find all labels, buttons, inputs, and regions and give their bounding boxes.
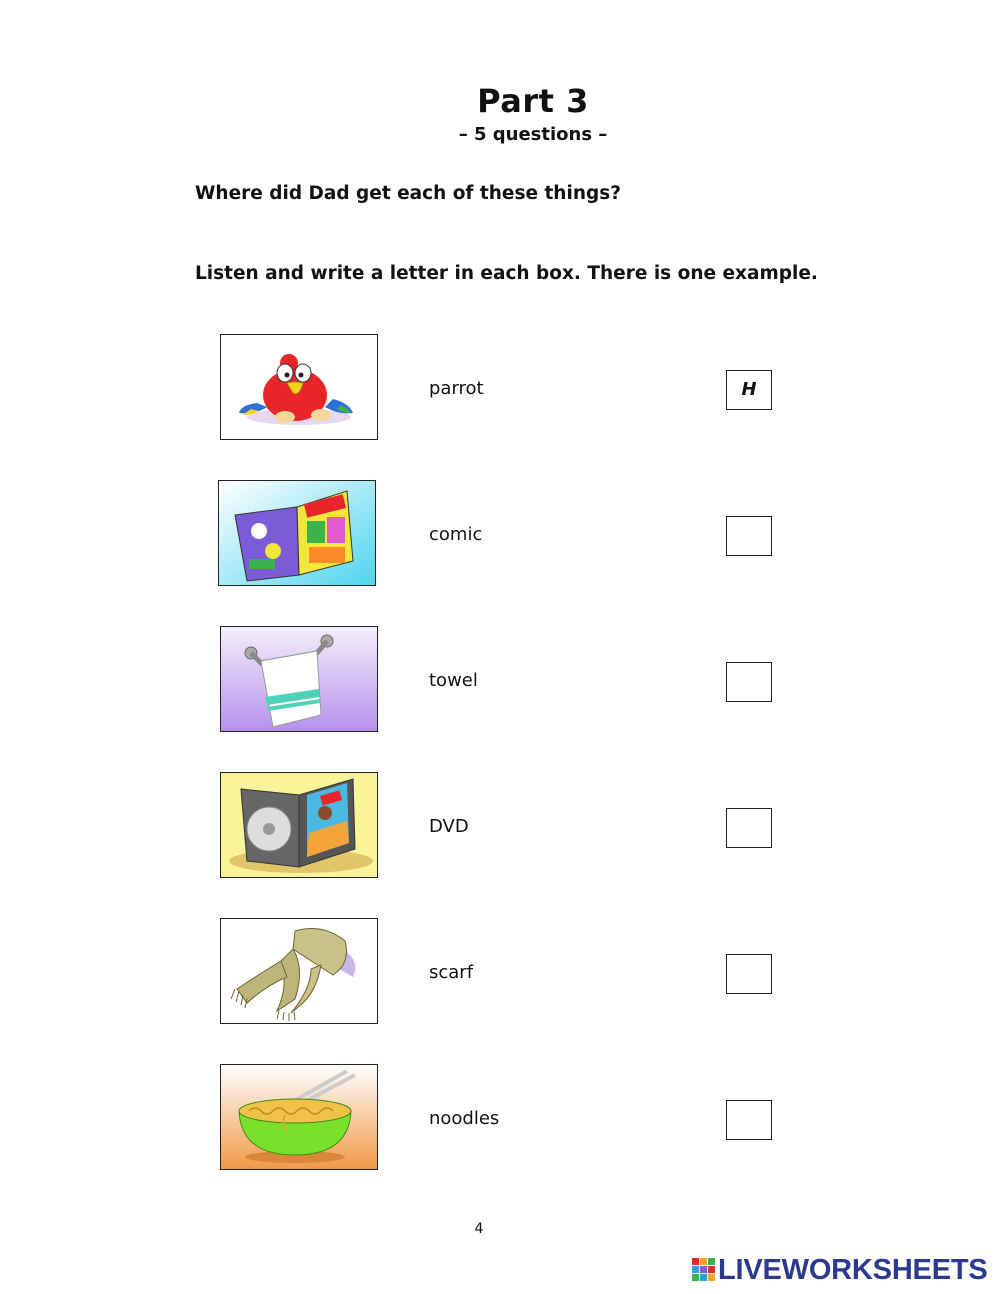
parrot-icon <box>221 335 377 439</box>
answer-box-dvd[interactable] <box>726 808 772 848</box>
comic-icon <box>219 481 375 585</box>
item-row-towel <box>0 626 1000 732</box>
item-row-noodles <box>0 1064 1000 1170</box>
item-label: towel <box>429 670 478 691</box>
noodles-picture <box>220 1064 378 1170</box>
liveworksheets-logo <box>692 1253 988 1287</box>
scarf-picture <box>220 918 378 1024</box>
item-label: comic <box>429 524 483 545</box>
liveworksheets-mark-icon <box>692 1256 716 1284</box>
answer-box-noodles[interactable] <box>726 1100 772 1140</box>
item-label: noodles <box>429 1108 500 1129</box>
item-row-dvd <box>0 772 1000 878</box>
instruction-text: Listen and write a letter in each box. There is one example. <box>195 263 818 284</box>
answer-box-comic[interactable] <box>726 516 772 556</box>
dvd-picture <box>220 772 378 878</box>
brand-text: LIVEWORKSHEETS <box>718 1253 988 1286</box>
question-text: Where did Dad get each of these things? <box>195 183 621 204</box>
page-subtitle: – 5 questions – <box>458 124 608 145</box>
item-label: parrot <box>429 378 484 399</box>
answer-box-parrot[interactable]: H <box>726 370 772 410</box>
item-label: DVD <box>429 816 469 837</box>
item-label: scarf <box>429 962 474 983</box>
towel-icon <box>221 627 377 731</box>
noodles-icon <box>221 1065 377 1169</box>
item-row-comic <box>0 480 1000 586</box>
page-title: Part 3 <box>477 82 589 120</box>
dvd-icon <box>221 773 377 877</box>
comic-picture <box>218 480 376 586</box>
item-row-scarf <box>0 918 1000 1024</box>
scarf-icon <box>221 919 377 1023</box>
answer-box-scarf[interactable] <box>726 954 772 994</box>
item-row-parrot <box>0 334 1000 440</box>
answer-box-towel[interactable] <box>726 662 772 702</box>
parrot-picture <box>220 334 378 440</box>
page-number: 4 <box>474 1221 484 1237</box>
towel-picture <box>220 626 378 732</box>
